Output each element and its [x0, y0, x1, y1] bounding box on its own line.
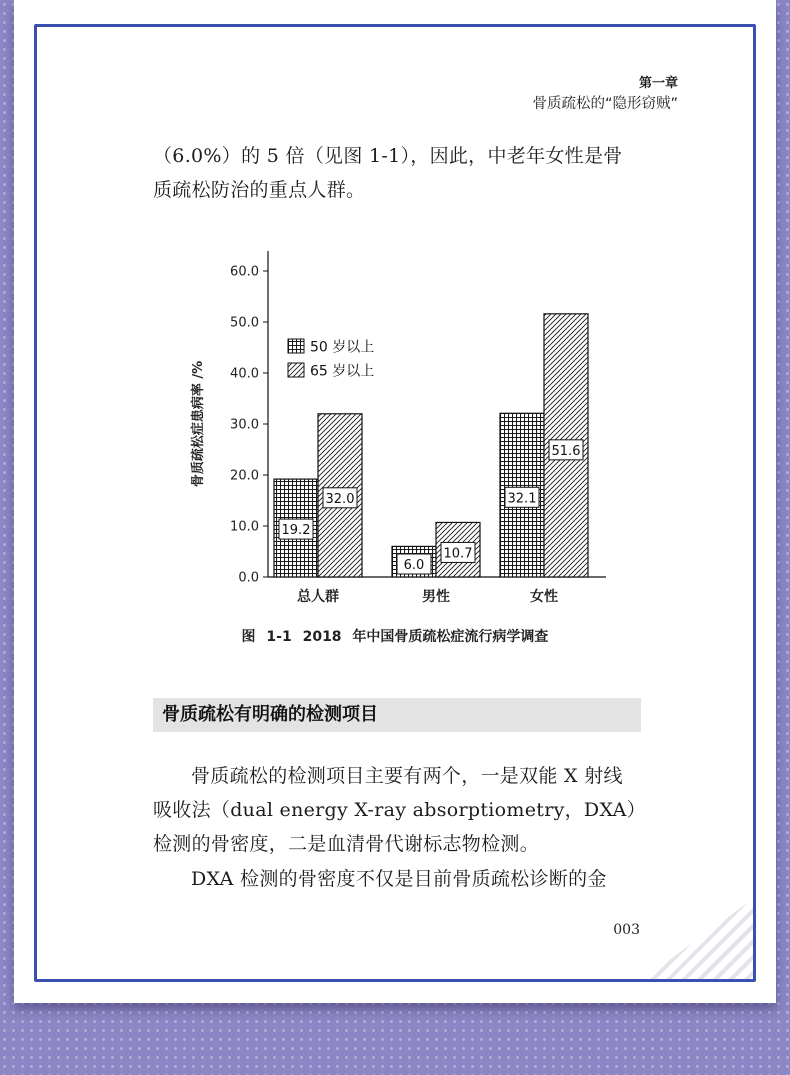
running-head-title: 骨质疏松的“隐形窃贼” [532, 96, 678, 112]
data-label: 32.0 [325, 491, 355, 507]
body-paragraph-1: （6.0%）的 5 倍（见图 1-1），因此，中老年女性是骨质疏松防治的重点人群。 [153, 145, 623, 201]
section-heading: 骨质疏松有明确的检测项目 [153, 698, 641, 732]
figure-caption: 图 1-1 2018 年中国骨质疏松症流行病学调查 [241, 629, 549, 645]
legend-label: 65 岁以上 [310, 363, 375, 380]
y-axis-title: 骨质疏松症患病率 /% [191, 360, 206, 488]
legend-swatch [288, 339, 304, 353]
legend-label: 50 岁以上 [310, 339, 375, 356]
x-category-label: 男性 [422, 589, 450, 605]
y-tick-label: 30.0 [230, 417, 259, 433]
data-label: 6.0 [403, 558, 425, 573]
data-label: 10.7 [443, 546, 473, 562]
y-tick-label: 10.0 [230, 519, 259, 535]
body-paragraph-2: 骨质疏松的检测项目主要有两个，一是双能 X 射线吸收法（dual energy X-ray absorptiometry，DXA）检测的骨密度，二是血清骨代谢标志物检测。 [153, 765, 637, 855]
body-paragraph-3: DXA 检测的骨密度不仅是目前骨质疏松诊断的金 [191, 868, 607, 890]
corner-stripes-decoration [643, 899, 753, 979]
y-tick-label: 40.0 [230, 366, 259, 382]
legend-swatch [288, 363, 304, 377]
y-tick-label: 50.0 [230, 315, 259, 331]
y-tick-label: 60.0 [230, 264, 259, 280]
page-number: 003 [613, 922, 640, 938]
y-tick-label: 0.0 [238, 570, 259, 586]
data-label: 19.2 [281, 523, 311, 539]
x-category-label: 总人群 [297, 589, 339, 605]
prevalence-bar-chart [180, 245, 610, 615]
running-head-chapter: 第一章 [638, 76, 678, 91]
y-tick-label: 20.0 [230, 468, 259, 484]
x-category-label: 女性 [530, 589, 558, 605]
data-label: 32.1 [507, 491, 537, 507]
data-label: 51.6 [551, 443, 581, 459]
